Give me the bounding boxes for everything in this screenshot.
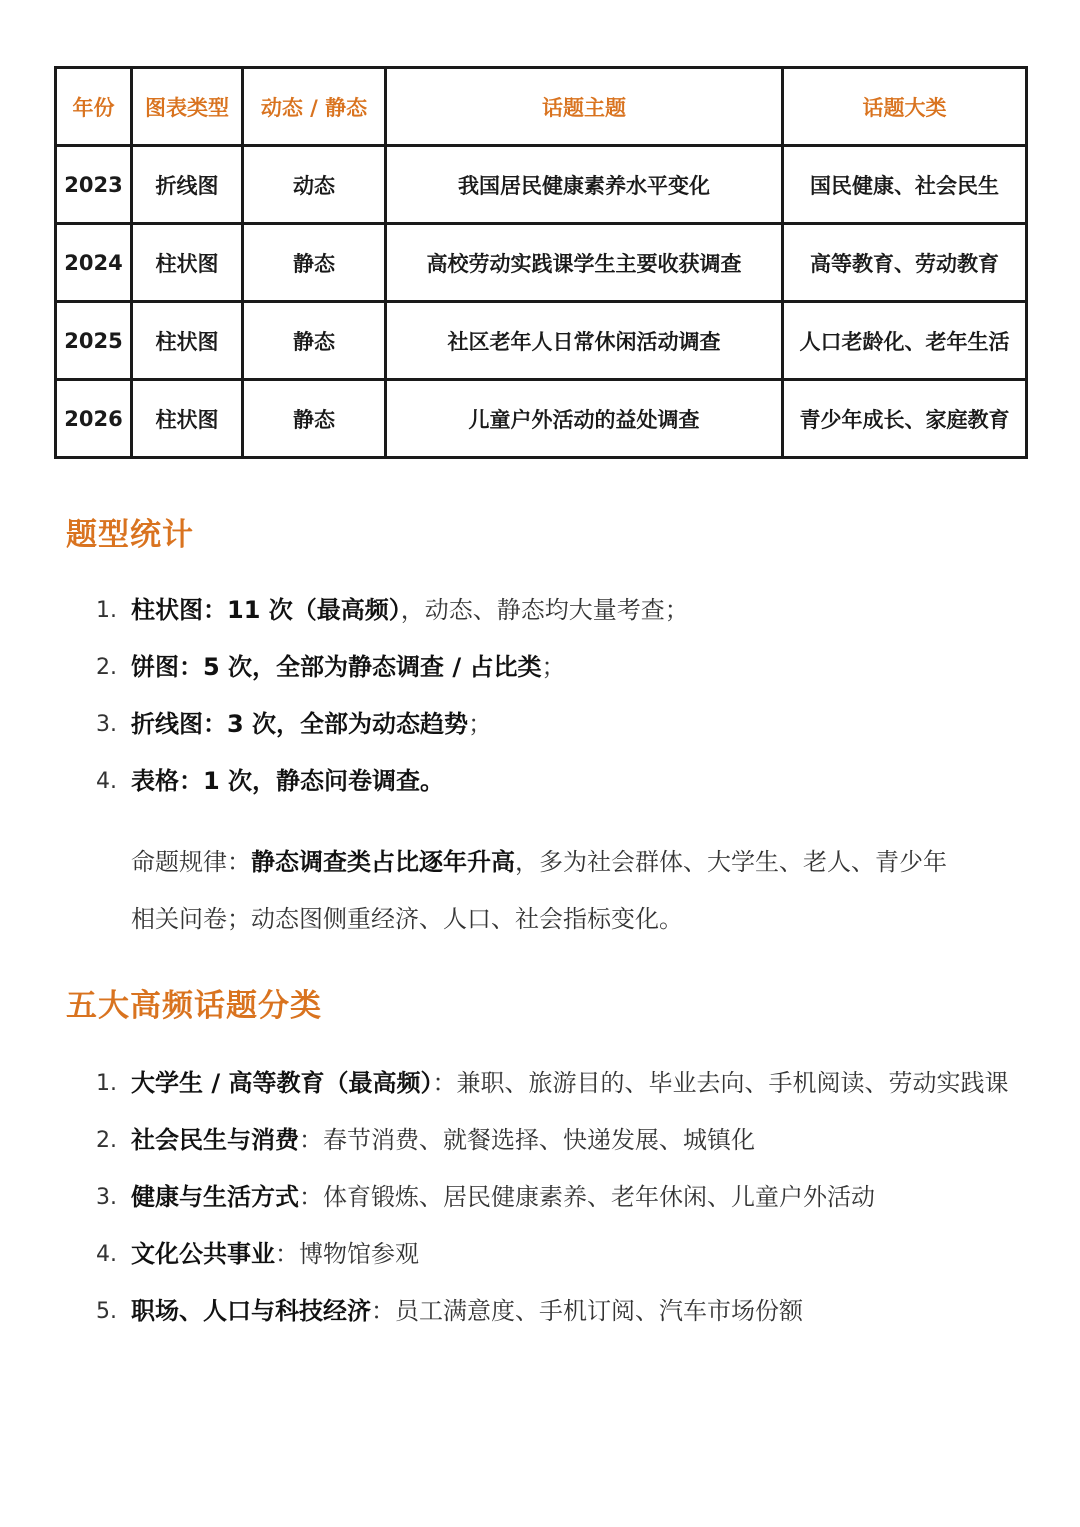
list-item-text: ，动态、静态均大量考查；: [400, 596, 689, 624]
section-heading-topic-categories: 五大高频话题分类: [66, 988, 322, 1024]
list-item-number: 2.: [96, 1128, 117, 1153]
list-item-text: ：体育锻炼、居民健康素养、老年休闲、儿童户外活动: [299, 1183, 875, 1211]
list-item: [96, 639, 1036, 696]
list-item: [96, 696, 1036, 753]
table-row: [56, 302, 1027, 380]
list-item: [96, 582, 1036, 639]
list-item-text: ：春节消费、就餐选择、快递发展、城镇化: [299, 1126, 755, 1154]
list-item-bold-text: 大学生 / 高等教育（最高频）: [131, 1069, 433, 1097]
list-item: [96, 1226, 1036, 1283]
cell-year: 2025: [56, 302, 132, 380]
cell-dynamic-static: 静态: [243, 302, 386, 380]
table-row: [56, 380, 1027, 458]
list-item: [96, 753, 1036, 810]
list-item-text: ：员工满意度、手机订阅、汽车市场份额: [371, 1297, 803, 1325]
cell-topic: 我国居民健康素养水平变化: [386, 146, 783, 224]
question-type-stats-list: [96, 582, 1036, 810]
list-item-bold-text: 职场、人口与科技经济: [131, 1297, 371, 1325]
list-item-text: ；: [541, 653, 566, 681]
list-item: [96, 1112, 1036, 1169]
table-header-row: [56, 68, 1027, 146]
list-item-number: 1.: [96, 598, 117, 623]
cell-topic: 社区老年人日常休闲活动调查: [386, 302, 783, 380]
pattern-note-prefix: 命题规律：: [131, 848, 251, 876]
cell-category: 高等教育、劳动教育: [783, 224, 1027, 302]
header-dynamic-static: 动态 / 静态: [243, 68, 386, 146]
cell-chart-type: 柱状图: [132, 380, 243, 458]
list-item-number: 4.: [96, 769, 117, 794]
list-item-text: ；: [468, 710, 493, 738]
header-chart-type: 图表类型: [132, 68, 243, 146]
cell-category: 人口老龄化、老年生活: [783, 302, 1027, 380]
table-row: [56, 146, 1027, 224]
list-item-bold-text: 表格：1 次，静态问卷调查。: [131, 767, 445, 795]
cell-year: 2024: [56, 224, 132, 302]
pattern-note-text: ，多为社会群体、大学生、老人、青少年相关问卷；动态图侧重经济、人口、社会指标变化。: [131, 848, 947, 933]
list-item-bold-text: 饼图：5 次，全部为静态调查 / 占比类: [131, 653, 542, 681]
cell-dynamic-static: 静态: [243, 224, 386, 302]
header-category: 话题大类: [783, 68, 1027, 146]
list-item-bold-text: 健康与生活方式: [131, 1183, 299, 1211]
list-item-bold-text: 文化公共事业: [131, 1240, 275, 1268]
pattern-note: [131, 834, 951, 948]
list-item-number: 1.: [96, 1071, 117, 1096]
list-item-bold-text: 折线图：3 次，全部为动态趋势: [131, 710, 469, 738]
list-item-bold-text: 社会民生与消费: [131, 1126, 299, 1154]
list-item: [96, 1169, 1036, 1226]
cell-chart-type: 柱状图: [132, 302, 243, 380]
header-year: 年份: [56, 68, 132, 146]
header-topic: 话题主题: [386, 68, 783, 146]
cell-chart-type: 折线图: [132, 146, 243, 224]
pattern-note-bold-text: 静态调查类占比逐年升高: [251, 848, 515, 876]
list-item-number: 5.: [96, 1299, 117, 1324]
cell-topic: 儿童户外活动的益处调查: [386, 380, 783, 458]
list-item: [96, 1283, 1036, 1340]
list-item-number: 3.: [96, 712, 117, 737]
list-item-bold-text: 柱状图：11 次（最高频）: [131, 596, 401, 624]
list-item-number: 3.: [96, 1185, 117, 1210]
list-item-text: ：兼职、旅游目的、毕业去向、手机阅读、劳动实践课: [432, 1069, 1009, 1097]
topic-categories-list: [96, 1055, 1036, 1340]
list-item: [96, 1055, 1036, 1112]
cell-category: 国民健康、社会民生: [783, 146, 1027, 224]
cell-dynamic-static: 静态: [243, 380, 386, 458]
cell-year: 2023: [56, 146, 132, 224]
cell-dynamic-static: 动态: [243, 146, 386, 224]
cell-year: 2026: [56, 380, 132, 458]
cell-category: 青少年成长、家庭教育: [783, 380, 1027, 458]
list-item-number: 4.: [96, 1242, 117, 1267]
list-item-number: 2.: [96, 655, 117, 680]
section-heading-question-type-stats: 题型统计: [66, 517, 194, 553]
list-item-text: ：博物馆参观: [275, 1240, 419, 1268]
cell-topic: 高校劳动实践课学生主要收获调查: [386, 224, 783, 302]
table-row: [56, 224, 1027, 302]
cell-chart-type: 柱状图: [132, 224, 243, 302]
topic-table: [54, 66, 1028, 459]
